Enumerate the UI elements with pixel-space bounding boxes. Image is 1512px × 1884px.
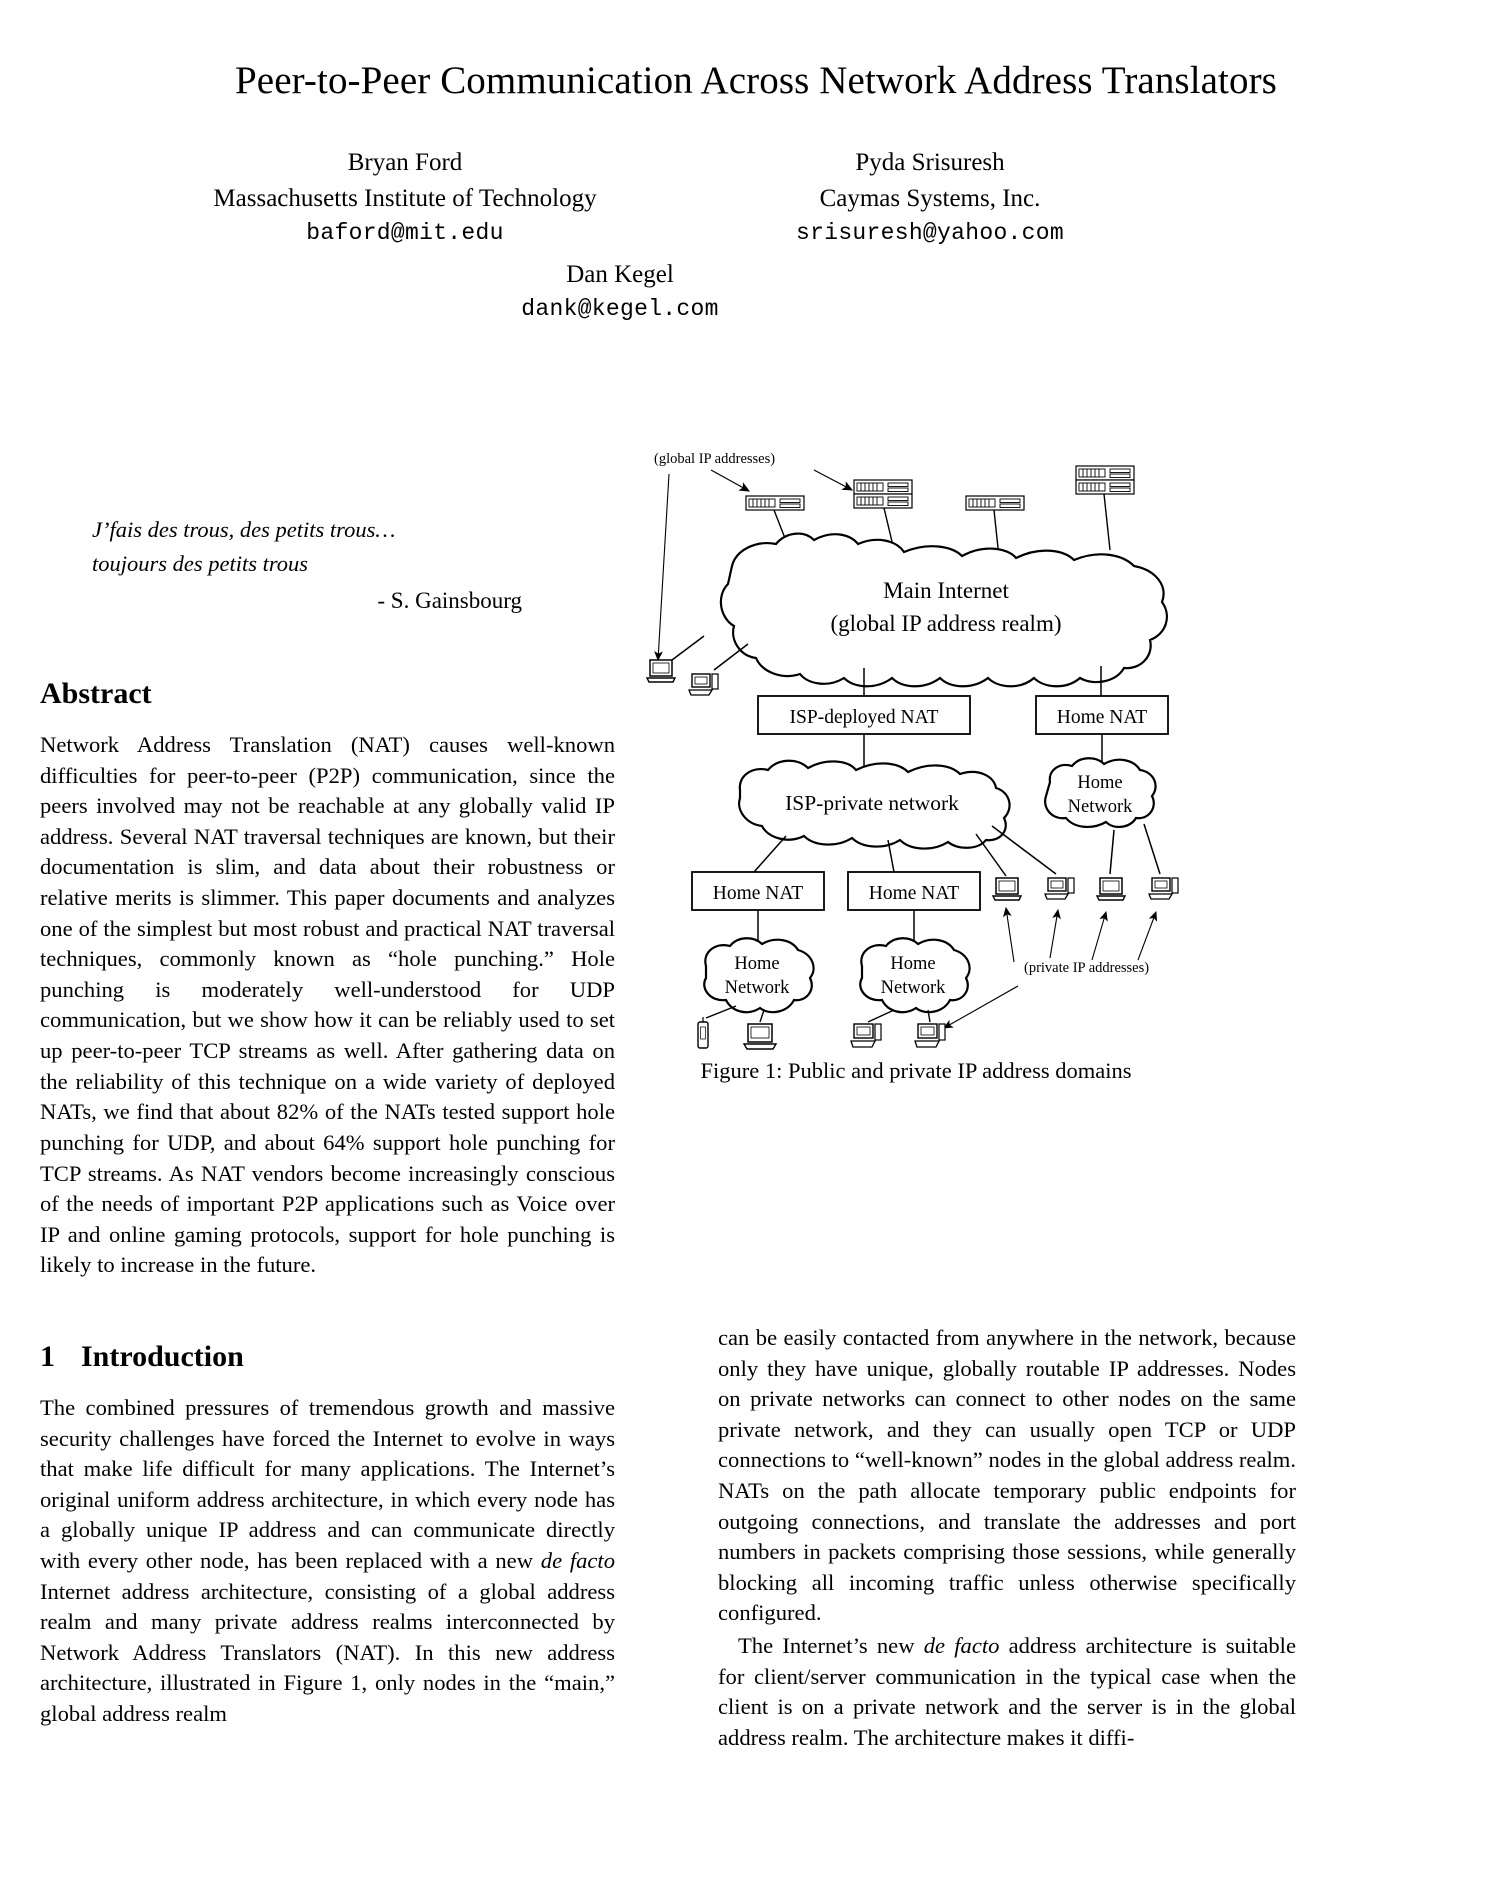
abstract-text: Network Address Translation (NAT) causes well-known difficulties for peer-to-peer (P2P) communication, since the peers involved may not be reachable at any globally valid IP address. Several NAT traversal techniques are known, but their documentation is slim, and data about their robustness or relative merits is slimmer. This paper documents and analyzes one of the simplest but most robust and practical NAT traversal techniques, commonly known as “hole punching.” Hole punching is moderately well-understood for UDP communication, but we show how it can be reliably used to set up peer-to-peer TCP streams as well. After gathering data on the reliability of this technique on a wide variety of deployed NATs, we find that about 82% of the NATs tested support hole punching for UDP, and about 64% support hole punching for TCP streams. As NAT vendors become increasingly conscious of the needs of important P2P applications such as Voice over IP and online gaming protocols, support for hole punching is likely to increase in the future.: [40, 732, 615, 1278]
author-affiliation: Caymas Systems, Inc.: [819, 185, 1041, 213]
epigraph-line-1: J’fais des trous, des petits trous…: [92, 517, 396, 542]
home-network-right-line1: Home: [1077, 773, 1123, 793]
author-name: Pyda Srisuresh: [855, 149, 1005, 177]
private-ip-label: (private IP addresses): [1024, 960, 1150, 976]
page-title: Peer-to-Peer Communication Across Network Address Translators: [235, 59, 1277, 102]
epigraph: [92, 513, 522, 618]
home-network-right-line2: Network: [1067, 797, 1133, 817]
mobile-phone-icon: [698, 1017, 708, 1048]
author-email: dank@kegel.com: [521, 296, 719, 323]
link-homenet1-phone: [706, 1006, 736, 1018]
global-ip-label: (global IP addresses): [654, 451, 776, 467]
annotation-arrow-private-4: [1138, 912, 1156, 960]
laptop-icon-private-3: [1097, 878, 1125, 900]
author-block: [0, 145, 1512, 335]
figure-1-network-diagram: [636, 438, 1196, 1118]
link-host2-internet: [714, 644, 748, 670]
author-entry-1: [170, 145, 640, 250]
paper-page: [0, 58, 1512, 1884]
epigraph-line-2: toujours des petits trous: [92, 550, 309, 576]
right-column: [718, 1323, 1296, 1754]
link-server4-internet: [1104, 494, 1110, 550]
home-network-2-line2: Network: [880, 978, 946, 998]
home-network-cloud-1: [704, 938, 813, 1012]
link-homenet1-laptop: [760, 1010, 764, 1022]
abstract-heading: Abstract: [40, 677, 152, 710]
main-internet-label-line1: Main Internet: [883, 578, 1009, 603]
author-entry-3: [380, 257, 860, 326]
home-network-1-line1: Home: [734, 954, 780, 974]
author-name: Bryan Ford: [347, 149, 463, 177]
section-title: Introduction: [81, 1339, 244, 1373]
desktop-icon-bottom-2: [851, 1024, 881, 1047]
introduction-paragraph-3: [718, 1631, 1296, 1753]
link-host1-internet: [672, 636, 704, 660]
desktop-icon-private-2: [1045, 878, 1074, 899]
annotation-arrow-private-3: [1092, 912, 1106, 960]
intro-emphasis-de-facto: de facto: [540, 1548, 615, 1574]
server-icon-2: [854, 480, 912, 508]
annotation-arrow-private-2: [1050, 910, 1058, 958]
home-network-1-line2: Network: [724, 978, 790, 998]
author-entry-2: [690, 145, 1170, 250]
desktop-icon-private-4: [1149, 878, 1178, 899]
author-affiliation: Massachusetts Institute of Technology: [213, 185, 597, 213]
laptop-icon-private-1: [993, 878, 1021, 900]
intro3-text-a: The Internet’s new: [738, 1633, 924, 1659]
epigraph-attribution: - S. Gainsbourg: [377, 587, 522, 613]
figure-1-caption: Figure 1: Public and private IP address domains: [700, 1058, 1132, 1083]
author-name: Dan Kegel: [566, 261, 674, 289]
intro3-emphasis-de-facto: de facto: [923, 1633, 1000, 1659]
annotation-arrow-global-3: [658, 474, 669, 660]
link-server3-internet: [994, 510, 998, 548]
server-icon-3: [966, 496, 1024, 510]
home-nat-box-1: [692, 872, 824, 910]
author-email: baford@mit.edu: [306, 220, 504, 247]
main-internet-cloud: [721, 534, 1167, 687]
laptop-icon-public-1: [647, 660, 675, 682]
isp-deployed-nat-box: [758, 696, 970, 734]
home-nat-box-right: [1036, 696, 1168, 734]
isp-deployed-nat-label: ISP-deployed NAT: [789, 707, 939, 728]
annotation-arrow-global-1: [711, 470, 749, 491]
link-homenet-host4: [1144, 824, 1160, 874]
author-email: srisuresh@yahoo.com: [796, 220, 1064, 247]
introduction-paragraph-2: can be easily contacted from anywhere in the network, because only they have unique, globally routable IP addresses. Nodes on private networks can connect to other nodes on the same private network, and they can usually open TCP or UDP connections to “well-known” nodes in the global address realm. NATs on the path allocate temporary public endpoints for outgoing connections, and translate the addresses and port numbers in packets comprising those sessions, while generally blocking all incoming traffic unless otherwise specifically configured.: [718, 1325, 1296, 1626]
link-homenet2-desktop1: [868, 1010, 894, 1022]
home-nat-1-label: Home NAT: [712, 883, 804, 904]
intro3-text-b: address architecture is suitable for client/server communication in the typical case when the client is on a private network and the server is in the global address realm. The architecture makes it diffi-: [718, 1633, 1296, 1750]
introduction-heading: [40, 1339, 615, 1375]
desktop-icon-bottom-3: [915, 1024, 945, 1047]
home-network-2-line1: Home: [890, 954, 936, 974]
home-nat-2-label: Home NAT: [868, 883, 960, 904]
intro-text-a: The combined pressures of tremendous growth and massive security challenges have forced the Internet to evolve in ways that make life difficult for many applications. The Internet’s original uniform address architecture, in which every node has a globally unique IP address and can communicate directly with every other node, has been replaced with a new: [40, 1394, 615, 1574]
server-icon-1: [746, 496, 804, 510]
annotation-arrow-private-1: [1006, 908, 1014, 962]
desktop-icon-public-2: [689, 674, 718, 695]
intro-text-b: Internet address architecture, consisting of a global address realm and many private address realms interconnected by Network Address Translators (NAT). In this new address architecture, illustrated in Figure 1, only nodes in the “main,” global address realm: [40, 1578, 615, 1727]
link-homenet-host3: [1110, 830, 1114, 874]
link-ispnet-homenat1: [754, 836, 786, 872]
section-number: 1: [40, 1339, 55, 1373]
isp-private-network-label: ISP-private network: [785, 791, 959, 815]
introduction-paragraph-1: [40, 1393, 615, 1730]
annotation-arrow-global-2: [814, 470, 852, 490]
link-ispnet-host2: [992, 826, 1056, 874]
left-column: [40, 513, 615, 1730]
home-nat-right-label: Home NAT: [1056, 707, 1148, 728]
home-nat-box-2: [848, 872, 980, 910]
home-network-cloud-2: [860, 938, 969, 1012]
main-internet-label-line2: (global IP address realm): [830, 611, 1062, 636]
laptop-icon-bottom-1: [744, 1024, 776, 1049]
server-icon-4: [1076, 466, 1134, 494]
